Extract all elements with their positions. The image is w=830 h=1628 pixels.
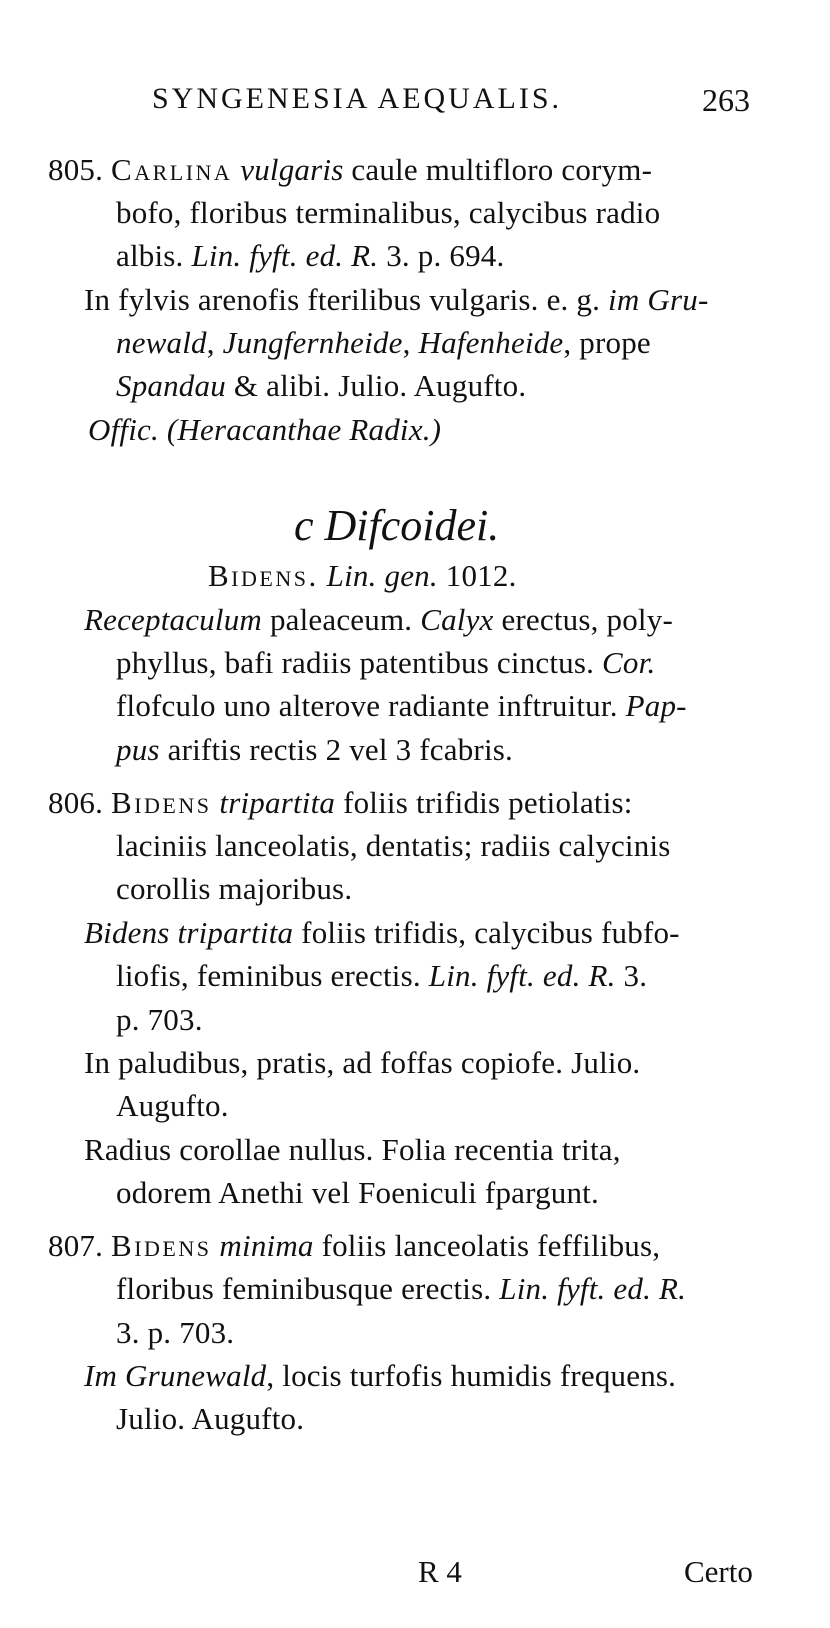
entry-807-habitat-1: Im Grunewald, locis turfofis humidis frequens. xyxy=(84,1358,677,1393)
entry-806-line-1: 806. Bidens tripartita foliis trifidis petiolatis: xyxy=(48,785,633,820)
entry-807-line-1: 807. Bidens minima foliis lanceolatis feffilibus, xyxy=(48,1228,661,1263)
entry-806-habitat-1: In paludibus, pratis, ad foffas copiofe. Julio. xyxy=(84,1045,641,1080)
entry-805-habitat-2: newald, Jungfernheide, Hafenheide, prope xyxy=(116,325,651,360)
entry-806-synonym-1: Bidens tripartita foliis trifidis, calycibus fubfo- xyxy=(84,915,680,950)
genus-heading: Bidens. Lin. gen. 1012. xyxy=(208,558,517,593)
catchword: Certo xyxy=(684,1554,753,1589)
genus-name: Bidens xyxy=(111,1228,212,1263)
genus-name: Bidens xyxy=(111,785,212,820)
genus-description-4: pus ariftis rectis 2 vel 3 fcabris. xyxy=(116,732,513,767)
species-name: minima xyxy=(219,1228,314,1263)
page-number: 263 xyxy=(702,82,750,118)
description-text: caule multifloro corym- xyxy=(351,152,653,187)
entry-807-line-3: 3. p. 703. xyxy=(116,1315,235,1350)
entry-number: 806. xyxy=(48,785,104,820)
genus-description-1: Receptaculum paleaceum. Calyx erectus, poly- xyxy=(84,602,673,637)
entry-805-habitat-3: Spandau & alibi. Julio. Augufto. xyxy=(116,368,527,403)
signature-mark: R 4 xyxy=(418,1554,462,1589)
entry-number: 807. xyxy=(48,1228,104,1263)
entry-806-habitat-2: Augufto. xyxy=(116,1088,229,1123)
entry-805-habitat-1: In fylvis arenofis fterilibus vulgaris. e. g. im Gru- xyxy=(84,282,709,317)
entry-805-officinal: Offic. (Heracanthae Radix.) xyxy=(88,412,442,447)
entry-806-synonym-3: p. 703. xyxy=(116,1002,203,1037)
entry-805-line-1 xyxy=(48,150,652,190)
running-title: SYNGENESIA AEQUALIS. xyxy=(152,82,563,115)
genus-description-3: flofculo uno alterove radiante inftruitur. Pap- xyxy=(116,688,687,723)
entry-805-line-3: albis. Lin. fyft. ed. R. 3. p. 694. xyxy=(116,238,505,273)
section-heading: c Difcoidei. xyxy=(294,501,500,550)
entry-807-line-2: floribus feminibusque erectis. Lin. fyft. ed. R. xyxy=(116,1271,687,1306)
entry-807-habitat-2: Julio. Augufto. xyxy=(116,1401,305,1436)
entry-806-line-3: corollis majoribus. xyxy=(116,871,353,906)
genus-description-2: phyllus, bafi radiis patentibus cinctus. Cor. xyxy=(116,645,656,680)
entry-number: 805. xyxy=(48,152,104,187)
entry-805-line-2: bofo, floribus terminalibus, calycibus radio xyxy=(116,195,661,230)
entry-806-synonym-2: liofis, feminibus erectis. Lin. fyft. ed. R. 3. xyxy=(116,958,648,993)
entry-806-note-2: odorem Anethi vel Foeniculi fpargunt. xyxy=(116,1175,599,1210)
species-name: vulgaris xyxy=(240,152,344,187)
literature-reference: Lin. fyft. ed. R. xyxy=(191,238,379,273)
species-name: tripartita xyxy=(219,785,336,820)
genus-name: Carlina xyxy=(111,152,233,187)
entry-806-note-1: Radius corollae nullus. Folia recentia trita, xyxy=(84,1132,621,1167)
entry-806-line-2: laciniis lanceolatis, dentatis; radiis calycinis xyxy=(116,828,671,863)
